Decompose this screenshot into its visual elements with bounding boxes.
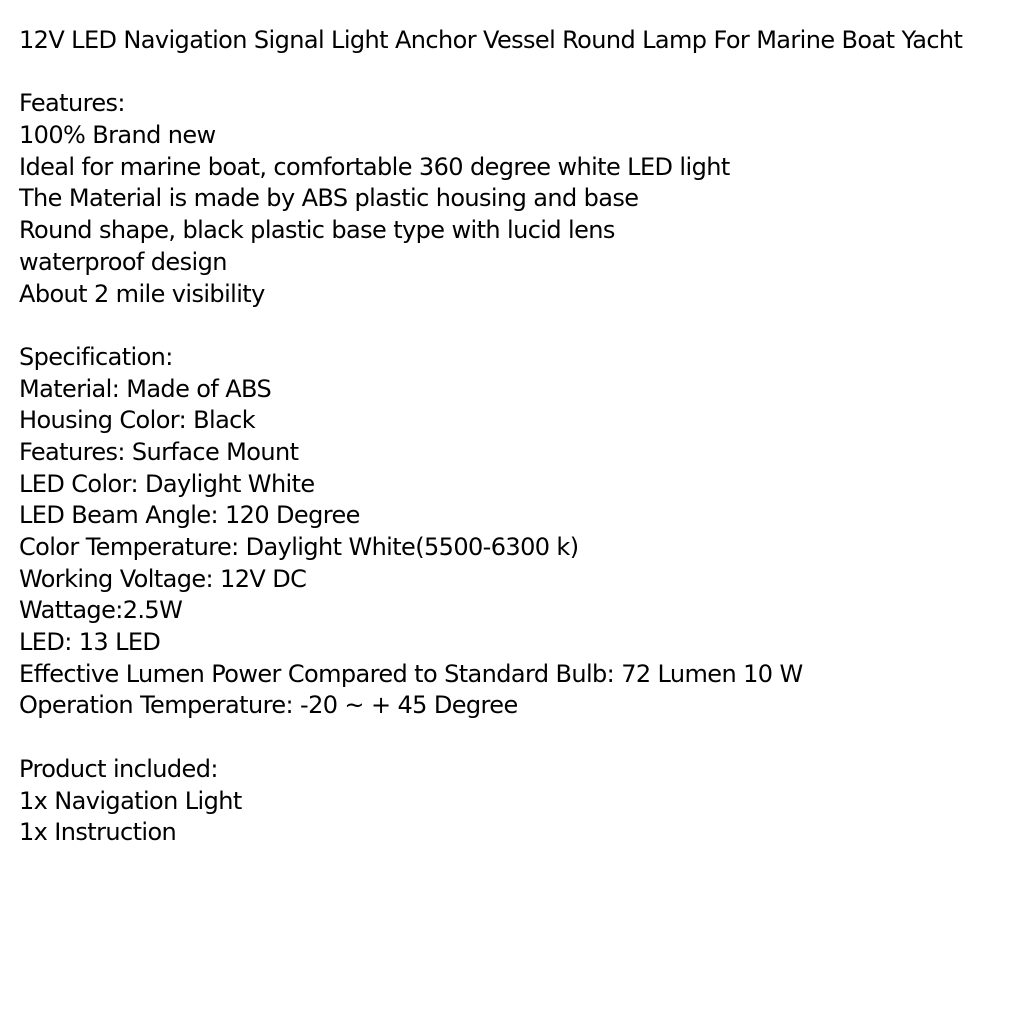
product-description [19, 25, 1009, 849]
specification-item: LED: 13 LED [19, 628, 161, 657]
specification-item: LED Color: Daylight White [19, 469, 315, 498]
specification-heading: Specification: [19, 342, 173, 371]
included-item: 1x Instruction [19, 818, 177, 847]
included-section [19, 754, 1009, 849]
included-item: 1x Navigation Light [19, 786, 242, 815]
specification-item: Operation Temperature: -20 ~ + 45 Degree [19, 691, 518, 720]
features-item: Round shape, black plastic base type with lucid lens [19, 216, 615, 245]
specification-item: Wattage:2.5W [19, 596, 183, 625]
specification-item: Effective Lumen Power Compared to Standard Bulb: 72 Lumen 10 W [19, 659, 803, 688]
specification-item: Material: Made of ABS [19, 374, 272, 403]
features-section [19, 88, 1009, 310]
specification-item: Housing Color: Black [19, 406, 256, 435]
specification-section [19, 342, 1009, 722]
specification-item: Working Voltage: 12V DC [19, 564, 307, 593]
features-item: waterproof design [19, 247, 227, 276]
features-heading: Features: [19, 89, 125, 118]
specification-item: Color Temperature: Daylight White(5500-6300 k) [19, 533, 579, 561]
page-title: 12V LED Navigation Signal Light Anchor Vessel Round Lamp For Marine Boat Yacht [19, 26, 963, 54]
features-item: About 2 mile visibility [19, 279, 265, 308]
included-heading: Product included: [19, 754, 218, 783]
specification-item: Features: Surface Mount [19, 437, 299, 466]
spacer [19, 722, 1009, 754]
features-item: The Material is made by ABS plastic housing and base [19, 184, 639, 213]
specification-item: LED Beam Angle: 120 Degree [19, 501, 360, 530]
spacer [19, 57, 1009, 89]
spacer [19, 310, 1009, 342]
features-item: Ideal for marine boat, comfortable 360 degree white LED light [19, 152, 730, 181]
features-item: 100% Brand new [19, 121, 216, 150]
